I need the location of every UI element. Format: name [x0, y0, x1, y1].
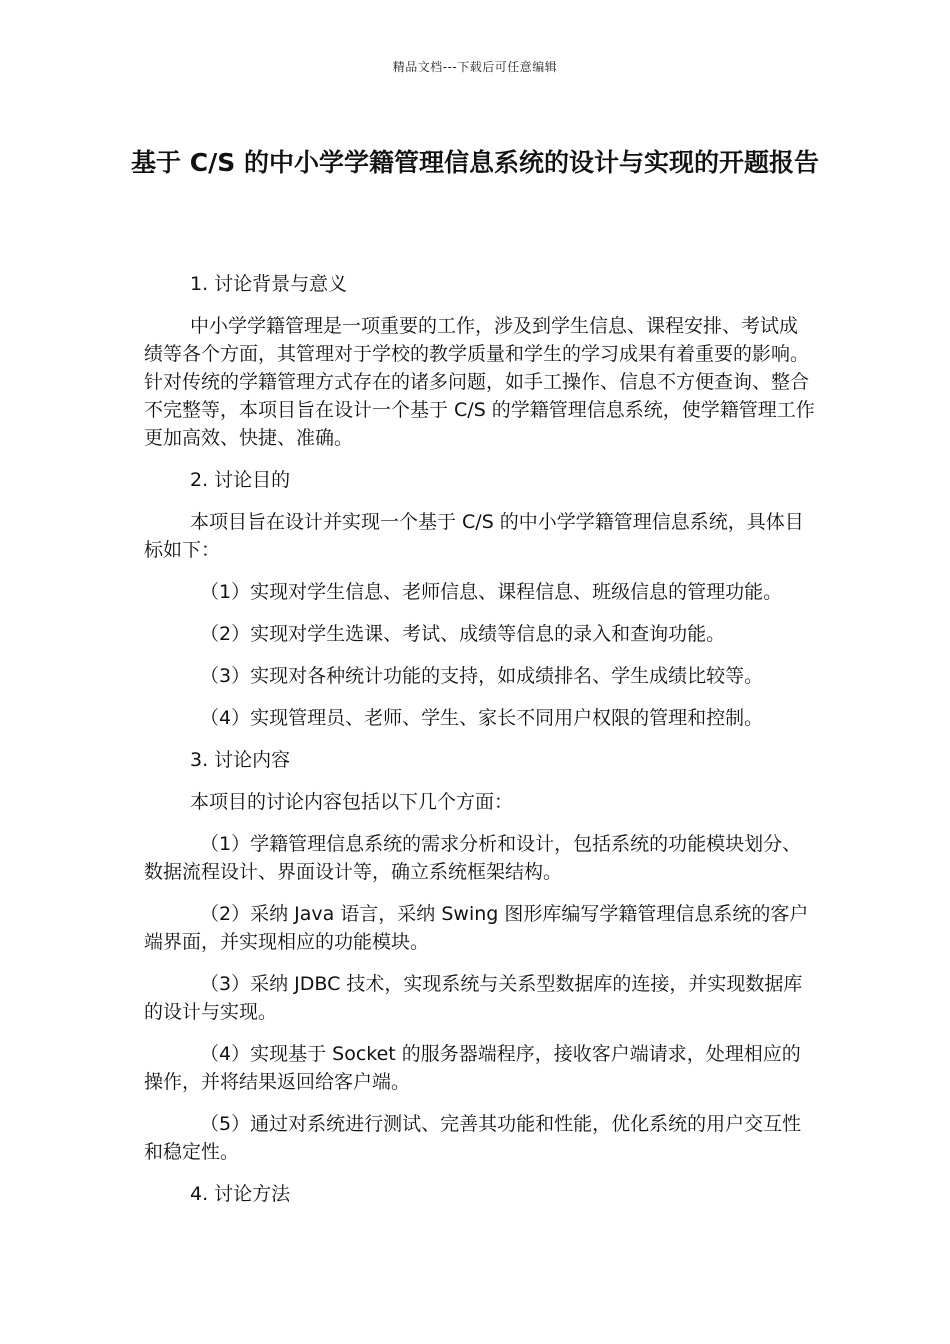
- header-note: 精品文档---下载后可任意编辑: [392, 60, 558, 74]
- list-item-purpose-2: （2）实现对学生选课、考试、成绩等信息的录入和查询功能。: [200, 623, 726, 645]
- paragraph-purpose-intro: 本项目旨在设计并实现一个基于 C/S 的中小学学籍管理信息系统，具体目标如下：: [144, 511, 804, 561]
- list-item-purpose-4: （4）实现管理员、老师、学生、家长不同用户权限的管理和控制。: [200, 707, 764, 729]
- list-item-content-4: （4）实现基于 Socket 的服务器端程序，接收客户端请求，处理相应的操作，并将结果返回给客户端。: [144, 1043, 801, 1093]
- list-item-purpose-1: （1）实现对学生信息、老师信息、课程信息、班级信息的管理功能。: [200, 581, 783, 603]
- paragraph-content-intro: 本项目的讨论内容包括以下几个方面：: [190, 791, 514, 813]
- section-heading-purpose: 2. 讨论目的: [190, 469, 291, 491]
- document-body: [144, 270, 816, 1222]
- list-item-purpose-3: （3）实现对各种统计功能的支持，如成绩排名、学生成绩比较等。: [200, 665, 764, 687]
- paragraph-background: 中小学学籍管理是一项重要的工作，涉及到学生信息、课程安排、考试成绩等各个方面，其管理对于学校的教学质量和学生的学习成果有着重要的影响。针对传统的学籍管理方式存在的诸多问题，如手工操作、信息不方便查询、整合不完整等，本项目旨在设计一个基于 C/S 的学籍管理信息系统，使学籍管理工作更加高效、快捷、准确。: [144, 315, 815, 449]
- document-title: 基于 C/S 的中小学学籍管理信息系统的设计与实现的开题报告: [131, 148, 819, 177]
- section-heading-method: 4. 讨论方法: [190, 1183, 291, 1205]
- list-item-content-5: （5）通过对系统进行测试、完善其功能和性能，优化系统的用户交互性和稳定性。: [144, 1113, 802, 1163]
- list-item-content-1: （1）学籍管理信息系统的需求分析和设计，包括系统的功能模块划分、数据流程设计、界面设计等，确立系统框架结构。: [144, 833, 802, 883]
- section-heading-content: 3. 讨论内容: [190, 749, 291, 771]
- list-item-content-2: （2）采纳 Java 语言，采纳 Swing 图形库编写学籍管理信息系统的客户端界面，并实现相应的功能模块。: [144, 903, 809, 953]
- list-item-content-3: （3）采纳 JDBC 技术，实现系统与关系型数据库的连接，并实现数据库的设计与实现。: [144, 973, 803, 1023]
- section-heading-background: 1. 讨论背景与意义: [190, 273, 348, 295]
